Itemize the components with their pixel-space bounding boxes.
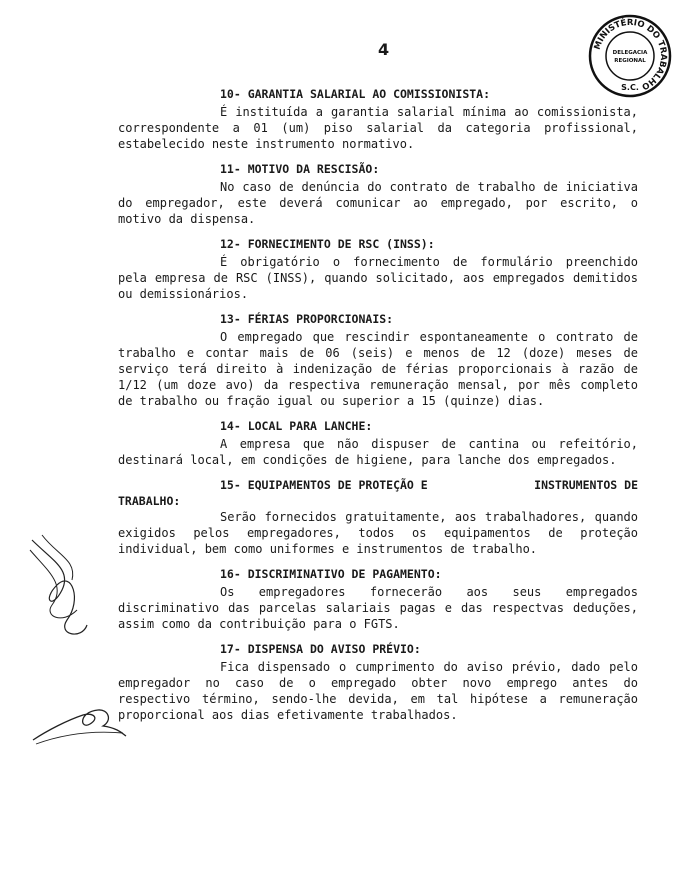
- clause-15-title: [118, 477, 638, 493]
- clause-12-title: 12- FORNECIMENTO DE RSC (INSS):: [220, 237, 435, 251]
- clause-17-title: 17- DISPENSA DO AVISO PRÉVIO:: [220, 642, 421, 656]
- clause-11-text: No caso de denúncia do contrato de trabalho de iniciativa do empregador, este deverá comunicar ao empregado, por escrito, o motivo da dispensa.: [118, 180, 638, 226]
- clause-12-text: É obrigatório o fornecimento de formulário preenchido pela empresa de RSC (INSS), quando solicitado, aos empregados demitidos ou demissionários.: [118, 255, 638, 301]
- stamp-bottom-text: S.C.: [621, 83, 639, 92]
- clause-15-title-part-a: 15- EQUIPAMENTOS DE PROTEÇÃO E: [220, 478, 428, 492]
- stamp-inner-line1: DELEGACIA: [612, 50, 648, 56]
- signature-lower: [28, 700, 128, 750]
- clause-15-title-part-c: TRABALHO:: [118, 494, 181, 508]
- page-number: 4: [378, 40, 390, 59]
- clause-14-text: A empresa que não dispuser de cantina ou refeitório, destinará local, em condições de higiene, para lanche dos empregados.: [118, 437, 638, 467]
- clause-17-text: Fica dispensado o cumprimento do aviso prévio, dado pelo empregador no caso de o empregado obter novo emprego antes do respectivo término, sendo-lhe devida, em tal hipótese a remuneração proporcional aos dias efetivamente trabalhados.: [118, 660, 638, 722]
- clause-15-text: Serão fornecidos gratuitamente, aos trabalhadores, quando exigidos pelos empregadores, todos os equipamentos de proteção individual, bem como uniformes e instrumentos de trabalho.: [118, 510, 638, 556]
- clause-13-text: O empregado que rescindir espontaneamente o contrato de trabalho e contar mais de 06 (seis) e menos de 12 (doze) meses de serviço terá direito à indenização de férias proporcionais à razão de 1/12 (um doze avo) da respectiva remuneração mensal, por mês completo de trabalho ou fração igual ou superior a 15 (quinze) dias.: [118, 330, 638, 408]
- clause-15-title-part-b: INSTRUMENTOS DE: [534, 478, 638, 492]
- clause-13-title: 13- FÉRIAS PROPORCIONAIS:: [220, 312, 394, 326]
- document-body: [118, 86, 638, 732]
- stamp-ring-text: MINISTÉRIO DO TRABALHO: [592, 17, 669, 92]
- clause-11-title: 11- MOTIVO DA RESCISÃO:: [220, 162, 380, 176]
- signature-upper: [22, 530, 102, 650]
- clause-10-text: É instituída a garantia salarial mínima ao comissionista, correspondente a 01 (um) piso salarial da categoria profissional, estabelecido neste instrumento normativo.: [118, 105, 638, 151]
- clause-10-title: 10- GARANTIA SALARIAL AO COMISSIONISTA:: [220, 87, 491, 101]
- stamp-inner-line2: REGIONAL: [614, 58, 646, 64]
- clause-14-title: 14- LOCAL PARA LANCHE:: [220, 419, 373, 433]
- clause-16-text: Os empregadores fornecerão aos seus empregados discriminativo das parcelas salariais pagas e das respectvas deduções, assim como da contribuição para o FGTS.: [118, 585, 638, 631]
- clause-16-title: 16- DISCRIMINATIVO DE PAGAMENTO:: [220, 567, 442, 581]
